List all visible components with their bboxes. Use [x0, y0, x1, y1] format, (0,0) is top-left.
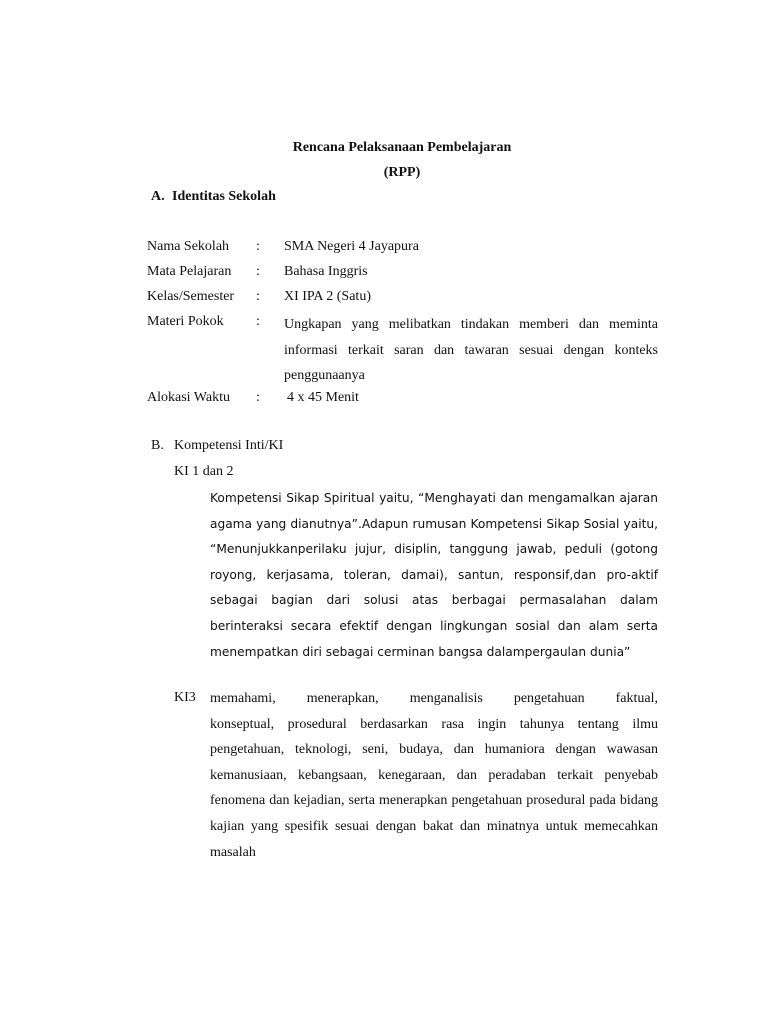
identity-colon: : — [256, 264, 260, 279]
ki12-paragraph: Kompetensi Sikap Spiritual yaitu, “Menghayati dan mengamalkan ajaran agama yang dianutnya”.Adapun rumusan Kompetensi Sikap Sosial yaitu, “Menunjukkanperilaku jujur, disiplin, tanggung jawab, peduli (gotong royong, kerjasama, toleran, damai), santun, responsif,dan pro-aktif sebagai bagian dari solusi atas berbagai permasalahan dalam berinteraksi secara efektif dengan lingkungan sosial dan alam serta menempatkan diri sebagai cerminan bangsa dalampergaulan dunia” — [210, 491, 658, 659]
ki3-rest: konseptual, prosedural berdasarkan rasa ingin tahunya tentang ilmu pengetahuan, teknologi, seni, budaya, dan humaniora dengan wawasan kemanusiaan, kebangsaan, kenegaraan, dan peradaban terkait penyebab fenomena dan kejadian, serta menerapkan pengetahuan prosedural pada bidang kajian yang spesifik sesuai dengan bakat dan minatnya untuk memecahkan masalah — [210, 716, 658, 860]
identity-colon: : — [256, 239, 260, 254]
section-b-letter: B. — [151, 438, 164, 453]
ki3-label: KI3 — [174, 690, 196, 705]
identity-value: SMA Negeri 4 Jayapura — [284, 239, 419, 254]
document-subtitle: (RPP) — [383, 165, 421, 180]
identity-topic-value: Ungkapan yang melibatkan tindakan memberi dan meminta informasi terkait saran dan tawaran sesuai dengan konteks penggunaanya — [284, 317, 658, 383]
identity-value: Bahasa Inggris — [284, 264, 368, 279]
identity-label: Materi Pokok — [147, 314, 224, 329]
ki3-paragraph — [210, 686, 658, 865]
identity-colon: : — [256, 289, 260, 304]
section-b-heading — [151, 437, 283, 455]
ki3-first-line: memahami, menerapkan, menganalisis pengetahuan faktual, — [210, 691, 658, 706]
identity-label: Mata Pelajaran — [147, 264, 232, 279]
section-b-title: Kompetensi Inti/KI — [174, 438, 284, 453]
ki12-label: KI 1 dan 2 — [174, 464, 234, 479]
identity-label: Alokasi Waktu — [147, 390, 230, 405]
identity-value: 4 x 45 Menit — [287, 390, 359, 405]
identity-label: Nama Sekolah — [147, 239, 230, 254]
identity-colon: : — [256, 314, 260, 329]
identity-value: XI IPA 2 (Satu) — [284, 289, 371, 304]
document-title: Rencana Pelaksanaan Pembelajaran — [292, 140, 512, 155]
section-a-heading — [151, 188, 276, 206]
identity-colon: : — [256, 390, 260, 405]
identity-label: Kelas/Semester — [147, 289, 235, 304]
section-a-title: Identitas Sekolah — [172, 189, 276, 204]
section-a-letter: A. — [151, 189, 165, 204]
